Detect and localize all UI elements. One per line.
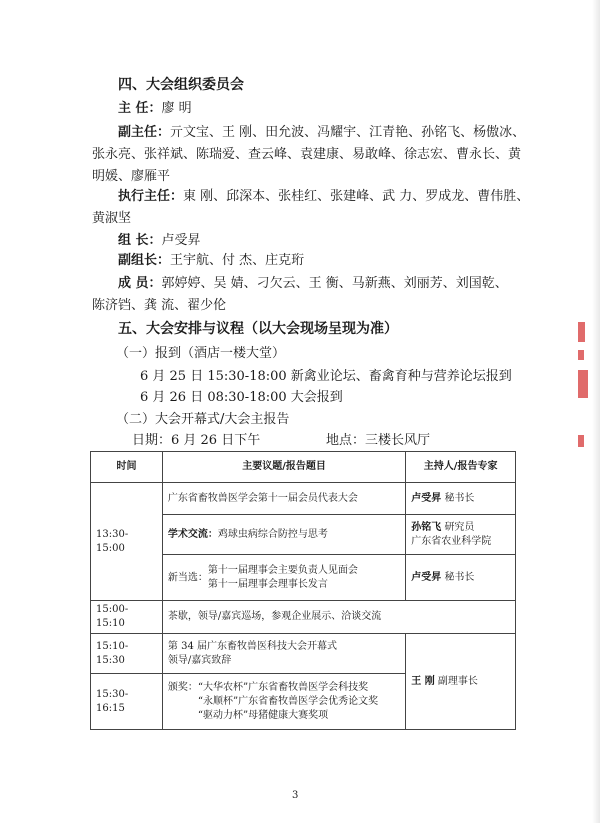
topic-prefix: 颁奖： bbox=[167, 681, 198, 693]
red-seal-mark bbox=[578, 435, 584, 447]
vice-row bbox=[118, 124, 525, 142]
chair-label: 主 任： bbox=[118, 101, 162, 116]
time-cell: 15:00-15:10 bbox=[91, 601, 163, 634]
topic-text: 鸡球虫病综合防控与思考 bbox=[217, 528, 328, 540]
topic-cell bbox=[162, 515, 405, 555]
host-cell bbox=[406, 515, 516, 555]
page-number: 3 bbox=[292, 790, 299, 801]
leader-row bbox=[118, 232, 201, 250]
topic-line: “永顺杯”广东省畜牧兽医学会优秀论文奖 bbox=[197, 695, 379, 707]
members-line2: 陈济铛、龚 流、翟少伦 bbox=[92, 298, 227, 313]
topic-cell: 广东省畜牧兽医学会第十一届会员代表大会 bbox=[162, 483, 405, 515]
table-header-row bbox=[91, 452, 516, 483]
topic-line: “驱动力杯”母猪健康大赛奖项 bbox=[197, 709, 329, 721]
section4-heading: 四、大会组织委员会 bbox=[118, 77, 244, 93]
red-seal-mark bbox=[578, 370, 588, 398]
vice-line1: 亓文宝、王 刚、田允波、冯耀宇、江青艳、孙铭飞、杨傲冰、 bbox=[170, 125, 526, 140]
red-seal-mark bbox=[578, 322, 585, 342]
page-edge-shadow bbox=[592, 0, 600, 823]
topic-line: 领导/嘉宾致辞 bbox=[167, 654, 232, 666]
header-host: 主持人/报告专家 bbox=[406, 452, 516, 483]
members-row bbox=[118, 275, 508, 293]
table-row bbox=[91, 634, 516, 674]
leader-value: 卢受昇 bbox=[161, 233, 201, 248]
host-title: 秘书长 bbox=[444, 571, 475, 583]
topic-prefix: 学术交流： bbox=[167, 528, 218, 540]
time-cell: 15:30-16:15 bbox=[91, 674, 163, 730]
topic-prefix: 新当选： bbox=[167, 572, 208, 583]
topic-cell bbox=[162, 555, 405, 601]
date-line: 日期：6 月 26 日下午 bbox=[132, 433, 261, 448]
chair-row bbox=[118, 100, 192, 118]
topic-line: 第十一届理事会理事长发言 bbox=[207, 578, 328, 590]
host-name: 孙铭飞 bbox=[411, 521, 442, 533]
schedule-table bbox=[90, 451, 516, 730]
host-cell bbox=[406, 483, 516, 515]
host-name: 王 刚 bbox=[411, 675, 435, 687]
place-line: 地点：三楼长风厅 bbox=[326, 433, 431, 448]
host-cell bbox=[406, 634, 516, 730]
members-line1: 郭婷婷、吴 婧、刁欠云、王 衡、马新燕、刘丽芳、刘国乾、 bbox=[161, 276, 508, 291]
topic-cell bbox=[162, 634, 405, 674]
host-org: 广东省农业科学院 bbox=[411, 535, 492, 547]
host-title: 研究员 bbox=[444, 521, 475, 533]
topic-line: 第十一届理事会主要负责人见面会 bbox=[207, 564, 358, 576]
opening-subheading: （二）大会开幕式/大会主报告 bbox=[116, 412, 290, 427]
vice-line3: 明媛、廖雁平 bbox=[92, 169, 171, 184]
exec-line2: 黄淑坚 bbox=[92, 211, 132, 226]
table-row bbox=[91, 483, 516, 515]
deputy-row bbox=[118, 252, 304, 270]
deputy-label: 副组长： bbox=[118, 253, 171, 268]
members-label: 成 员： bbox=[118, 276, 162, 291]
table-row bbox=[91, 601, 516, 634]
registration-line-2: 6 月 26 日 08:30-18:00 大会报到 bbox=[140, 390, 343, 405]
exec-label: 执行主任： bbox=[118, 189, 184, 204]
exec-row bbox=[118, 188, 529, 206]
host-name: 卢受昇 bbox=[411, 492, 442, 504]
section5-heading: 五、大会安排与议程（以大会现场呈现为准） bbox=[118, 321, 398, 337]
registration-subheading: （一）报到（酒店一楼大堂） bbox=[116, 346, 286, 361]
chair-value: 廖 明 bbox=[161, 101, 192, 116]
topic-cell: 茶歇，领导/嘉宾巡场，参观企业展示、洽谈交流 bbox=[162, 601, 515, 634]
time-cell: 13:30-15:00 bbox=[91, 483, 163, 601]
leader-label: 组 长： bbox=[118, 233, 162, 248]
vice-line2: 张永亮、张祥斌、陈瑞爱、查云峰、袁建康、易敢峰、徐志宏、曹永长、黄 bbox=[92, 147, 522, 162]
registration-line-1: 6 月 25 日 15:30-18:00 新禽业论坛、畜禽育种与营养论坛报到 bbox=[140, 369, 512, 384]
exec-line1: 東 刚、邱深本、张桂红、张建峰、武 力、罗成龙、曹伟胜、 bbox=[183, 189, 530, 204]
header-time: 时间 bbox=[91, 452, 163, 483]
host-name: 卢受昇 bbox=[411, 571, 442, 583]
red-seal-mark bbox=[578, 350, 584, 360]
host-cell bbox=[406, 555, 516, 601]
header-topic: 主要议题/报告题目 bbox=[162, 452, 405, 483]
topic-line: 第 34 届广东畜牧兽医科技大会开幕式 bbox=[167, 640, 337, 652]
deputy-value: 王宇航、付 杰、庄克珩 bbox=[170, 253, 305, 268]
vice-label: 副主任： bbox=[118, 125, 171, 140]
host-title: 秘书长 bbox=[444, 492, 475, 504]
topic-cell bbox=[162, 674, 405, 730]
time-cell: 15:10-15:30 bbox=[91, 634, 163, 674]
host-title: 副理事长 bbox=[437, 675, 478, 687]
topic-line: “大华农杯”广东省畜牧兽医学会科技奖 bbox=[197, 681, 369, 693]
